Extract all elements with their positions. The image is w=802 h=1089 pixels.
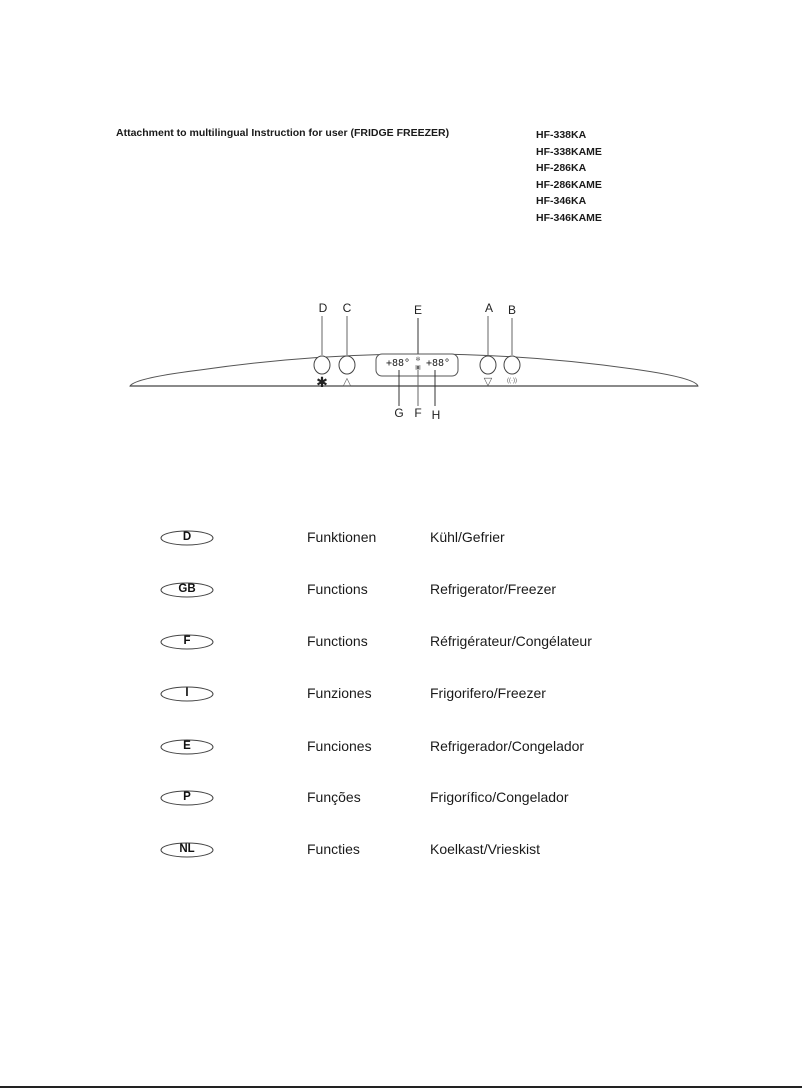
up-arrow-icon: △ [342,376,352,388]
functions-label: Funciones [307,738,372,754]
functions-label: Functions [307,633,368,649]
down-arrow-icon: ▽ [483,376,493,388]
language-badge: I [160,686,214,702]
appliance-label: Koelkast/Vrieskist [430,841,540,857]
language-badge: P [160,790,214,806]
language-badge: D [160,530,214,546]
page-bottom-rule [0,1086,802,1088]
language-row [0,842,802,862]
appliance-label: Kühl/Gefrier [430,529,505,545]
language-badge: F [160,634,214,650]
appliance-label: Frigorífico/Congelador [430,789,569,805]
alarm-icon: ((·)) [507,378,517,384]
language-row [0,739,802,759]
fast-freeze-icon: ✱ [316,374,328,390]
model-item: HF-338KA [536,129,587,141]
label-g: G [394,406,404,420]
label-h: H [431,408,441,422]
snowflake-indicator-icon: ✻ [415,357,421,363]
label-d: D [318,301,328,315]
fridge-temp-display: +88° [385,358,411,369]
language-row [0,790,802,810]
holiday-indicator-icon: ▣ [415,365,421,371]
language-badge: NL [160,842,214,858]
language-row [0,634,802,654]
language-row [0,582,802,602]
appliance-label: Frigorifero/Freezer [430,685,546,701]
model-item: HF-346KA [536,195,587,208]
functions-label: Funziones [307,685,372,701]
language-badge: GB [160,582,214,598]
model-item: HF-338KAME [536,145,602,158]
functions-label: Funktionen [307,529,377,545]
functions-label: Funções [307,789,361,805]
model-list [536,127,602,227]
language-badge: E [160,739,214,755]
label-e: E [413,303,423,317]
label-c: C [342,301,352,315]
model-item: HF-286KAME [536,178,602,191]
freezer-temp-display: +88° [425,358,451,369]
label-f: F [414,406,422,420]
label-a: A [484,301,494,315]
control-panel-diagram [0,290,802,430]
model-item: HF-286KA [536,162,587,175]
label-b: B [507,303,517,317]
appliance-label: Refrigerator/Freezer [430,581,557,597]
functions-label: Functions [307,581,368,597]
language-row [0,686,802,706]
language-row [0,530,802,550]
appliance-label: Refrigerador/Congelador [430,738,585,754]
functions-label: Functies [307,841,360,857]
model-item: HF-346KAME [536,211,602,224]
attachment-title: Attachment to multilingual Instruction for user (FRIDGE FREEZER) [116,127,450,139]
appliance-label: Réfrigérateur/Congélateur [430,633,592,649]
